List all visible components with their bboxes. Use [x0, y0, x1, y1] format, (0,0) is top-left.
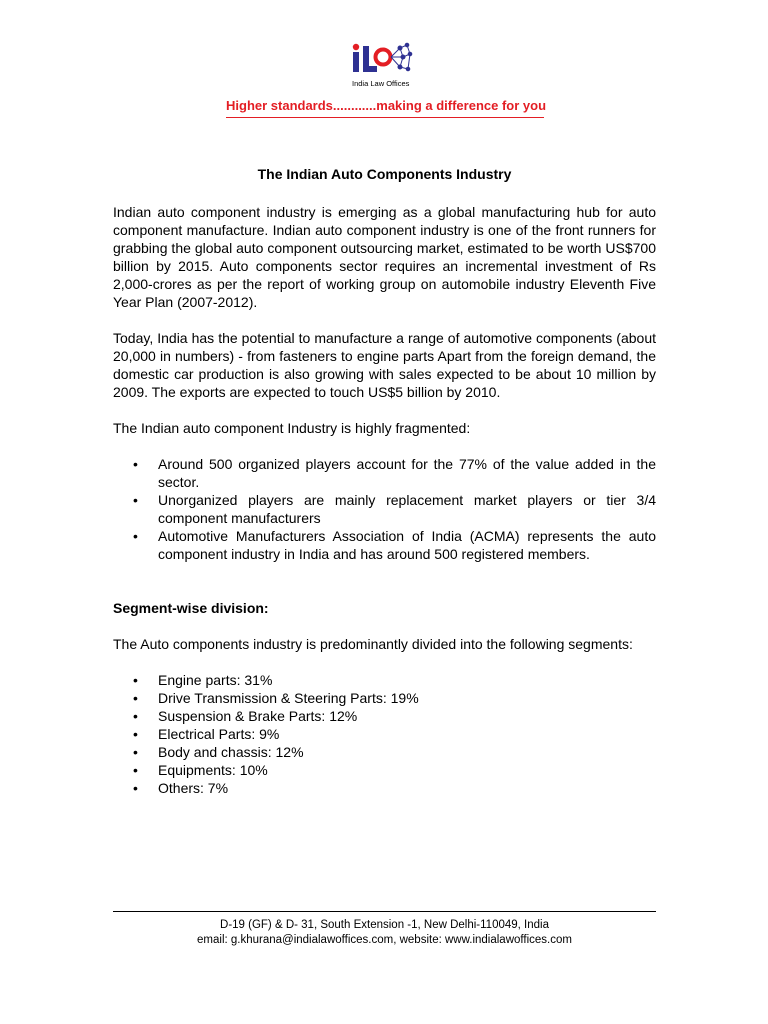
- fragmented-points-list: [113, 455, 656, 563]
- paragraph-potential: Today, India has the potential to manufacture a range of automotive components (about 20,000 in numbers) - from fasteners to engine parts Apart from the foreign demand, the domestic car production is also growing with sales expected to be about 10 million by 2009. The exports are expected to touch US$5 billion by 2010.: [113, 330, 656, 400]
- list-item: • Automotive Manufacturers Association of India (ACMA) represents the auto component industry in India and has around 500 registered members.: [158, 527, 656, 563]
- paragraph-fragmented: The Indian auto component Industry is highly fragmented:: [113, 420, 471, 436]
- footer-address: D-19 (GF) & D- 31, South Extension -1, New Delhi-110049, India: [220, 919, 549, 931]
- document-body: [113, 165, 656, 815]
- logo-mark-icon: [350, 40, 420, 80]
- paragraph-intro: Indian auto component industry is emerging as a global manufacturing hub for auto component manufacture. Indian auto component industry is one of the front runners for grabbing the global auto component outsourcing market, estimated to be worth US$700 billion by 2015. Auto components sector requires an incremental investment of Rs 2,000-crores as per the report of working group on automobile industry Eleventh Five Year Plan (2007-2012).: [113, 204, 656, 310]
- footer-contact: email: g.khurana@indialawoffices.com, website: www.indialawoffices.com: [197, 934, 572, 946]
- footer-divider: [113, 911, 656, 912]
- tagline: Higher standards............making a difference for you: [226, 98, 544, 118]
- list-item: • Around 500 organized players account for the 77% of the value added in the sector.: [158, 455, 656, 491]
- list-item: • Drive Transmission & Steering Parts: 19%: [158, 689, 656, 707]
- section-heading-segments: Segment-wise division:: [113, 600, 269, 616]
- list-item: • Electrical Parts: 9%: [158, 725, 656, 743]
- list-item: • Unorganized players are mainly replacement market players or tier 3/4 component manufacturers: [158, 491, 656, 527]
- document-title: The Indian Auto Components Industry: [257, 166, 512, 182]
- paragraph-segment-intro: The Auto components industry is predominantly divided into the following segments:: [113, 636, 633, 652]
- logo-caption: India Law Offices: [352, 79, 410, 88]
- footer: [113, 918, 656, 948]
- list-item: • Suspension & Brake Parts: 12%: [158, 707, 656, 725]
- list-item: • Equipments: 10%: [158, 761, 656, 779]
- segments-list: [113, 671, 656, 797]
- list-item: • Engine parts: 31%: [158, 671, 656, 689]
- list-item: • Others: 7%: [158, 779, 656, 797]
- list-item: • Body and chassis: 12%: [158, 743, 656, 761]
